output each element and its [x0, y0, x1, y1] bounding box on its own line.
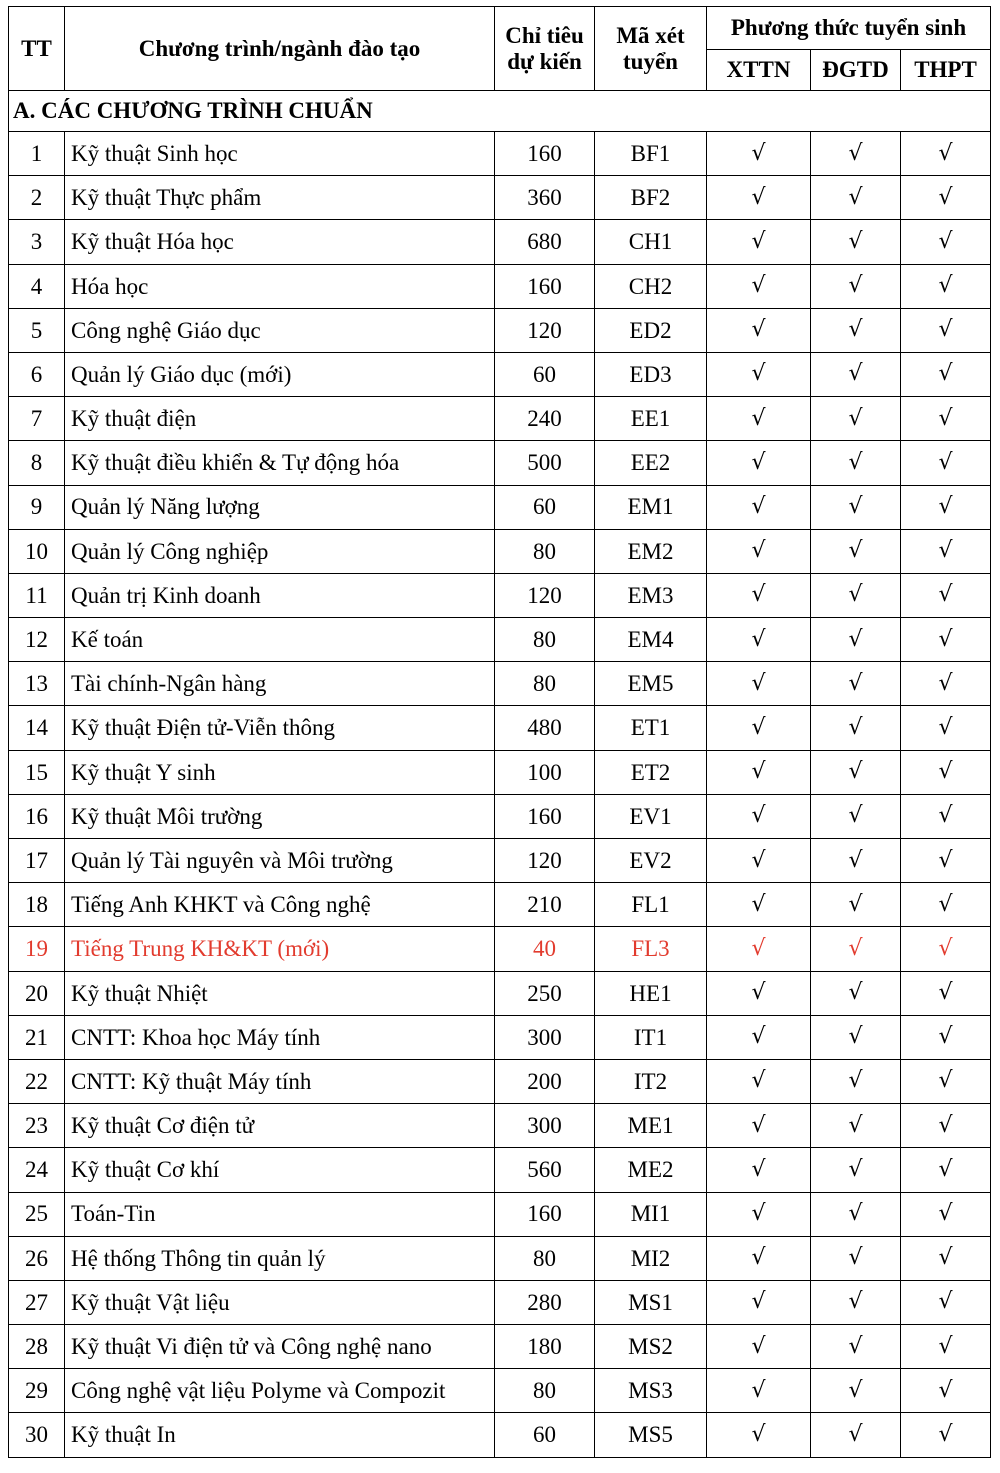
- row-xttn-check: √: [707, 1236, 811, 1280]
- row-xttn-check: √: [707, 441, 811, 485]
- row-xttn-check: √: [707, 839, 811, 883]
- row-xttn-check: √: [707, 1369, 811, 1413]
- row-program-name: Kỹ thuật điều khiển & Tự động hóa: [65, 441, 495, 485]
- table-row: [9, 573, 991, 617]
- table-row: [9, 839, 991, 883]
- table-row: [9, 1413, 991, 1457]
- row-dgtd-check: √: [811, 1015, 901, 1059]
- row-thpt-check: √: [901, 706, 991, 750]
- row-thpt-check: √: [901, 264, 991, 308]
- row-xttn-check: √: [707, 1192, 811, 1236]
- header-dgtd: ĐGTD: [811, 50, 901, 91]
- row-code: MS5: [595, 1413, 707, 1457]
- row-thpt-check: √: [901, 308, 991, 352]
- row-tt: 15: [9, 750, 65, 794]
- row-quota: 160: [495, 264, 595, 308]
- row-program-name: Kỹ thuật điện: [65, 397, 495, 441]
- row-dgtd-check: √: [811, 1059, 901, 1103]
- row-program-name: Hệ thống Thông tin quản lý: [65, 1236, 495, 1280]
- row-quota: 210: [495, 883, 595, 927]
- row-tt: 1: [9, 132, 65, 176]
- row-code: EV2: [595, 839, 707, 883]
- row-thpt-check: √: [901, 1413, 991, 1457]
- row-code: EM1: [595, 485, 707, 529]
- row-quota: 60: [495, 485, 595, 529]
- row-code: ET2: [595, 750, 707, 794]
- table-row: [9, 176, 991, 220]
- row-code: EE1: [595, 397, 707, 441]
- row-xttn-check: √: [707, 485, 811, 529]
- row-xttn-check: √: [707, 971, 811, 1015]
- row-program-name: CNTT: Khoa học Máy tính: [65, 1015, 495, 1059]
- row-xttn-check: √: [707, 750, 811, 794]
- table-row: [9, 1104, 991, 1148]
- table-row: [9, 1369, 991, 1413]
- table-row: [9, 220, 991, 264]
- table-row: [9, 794, 991, 838]
- row-dgtd-check: √: [811, 529, 901, 573]
- row-code: CH2: [595, 264, 707, 308]
- row-code: EM5: [595, 662, 707, 706]
- row-quota: 300: [495, 1104, 595, 1148]
- header-tt: TT: [9, 7, 65, 91]
- row-tt: 9: [9, 485, 65, 529]
- header-row: [9, 7, 991, 50]
- row-tt: 2: [9, 176, 65, 220]
- row-thpt-check: √: [901, 794, 991, 838]
- row-tt: 28: [9, 1325, 65, 1369]
- row-program-name: Kỹ thuật Vật liệu: [65, 1280, 495, 1324]
- row-tt: 24: [9, 1148, 65, 1192]
- row-dgtd-check: √: [811, 839, 901, 883]
- row-program-name: Kỹ thuật Sinh học: [65, 132, 495, 176]
- row-dgtd-check: √: [811, 927, 901, 971]
- row-quota: 80: [495, 529, 595, 573]
- row-program-name: Hóa học: [65, 264, 495, 308]
- row-xttn-check: √: [707, 794, 811, 838]
- row-thpt-check: √: [901, 1325, 991, 1369]
- row-quota: 680: [495, 220, 595, 264]
- row-quota: 40: [495, 927, 595, 971]
- row-program-name: Công nghệ Giáo dục: [65, 308, 495, 352]
- row-code: MS1: [595, 1280, 707, 1324]
- row-xttn-check: √: [707, 662, 811, 706]
- row-dgtd-check: √: [811, 264, 901, 308]
- row-tt: 18: [9, 883, 65, 927]
- row-dgtd-check: √: [811, 441, 901, 485]
- row-code: IT2: [595, 1059, 707, 1103]
- row-code: EE2: [595, 441, 707, 485]
- row-program-name: Quản trị Kinh doanh: [65, 573, 495, 617]
- row-xttn-check: √: [707, 1104, 811, 1148]
- row-thpt-check: √: [901, 662, 991, 706]
- row-code: BF2: [595, 176, 707, 220]
- row-thpt-check: √: [901, 1104, 991, 1148]
- row-quota: 80: [495, 618, 595, 662]
- row-dgtd-check: √: [811, 1325, 901, 1369]
- row-dgtd-check: √: [811, 706, 901, 750]
- row-tt: 22: [9, 1059, 65, 1103]
- row-xttn-check: √: [707, 264, 811, 308]
- row-tt: 29: [9, 1369, 65, 1413]
- row-program-name: Kỹ thuật Thực phẩm: [65, 176, 495, 220]
- admissions-table: [8, 6, 991, 1458]
- table-row: [9, 927, 991, 971]
- row-tt: 27: [9, 1280, 65, 1324]
- row-dgtd-check: √: [811, 352, 901, 396]
- section-row: [9, 91, 991, 132]
- row-program-name: Quản lý Tài nguyên và Môi trường: [65, 839, 495, 883]
- row-code: ME2: [595, 1148, 707, 1192]
- row-tt: 25: [9, 1192, 65, 1236]
- table-row: [9, 1148, 991, 1192]
- row-code: BF1: [595, 132, 707, 176]
- row-quota: 80: [495, 1369, 595, 1413]
- row-xttn-check: √: [707, 573, 811, 617]
- row-thpt-check: √: [901, 1192, 991, 1236]
- row-dgtd-check: √: [811, 176, 901, 220]
- row-dgtd-check: √: [811, 1104, 901, 1148]
- row-thpt-check: √: [901, 618, 991, 662]
- row-code: EM3: [595, 573, 707, 617]
- row-quota: 200: [495, 1059, 595, 1103]
- table-row: [9, 618, 991, 662]
- row-tt: 4: [9, 264, 65, 308]
- row-tt: 8: [9, 441, 65, 485]
- row-thpt-check: √: [901, 883, 991, 927]
- header-thpt: THPT: [901, 50, 991, 91]
- row-tt: 17: [9, 839, 65, 883]
- row-dgtd-check: √: [811, 1236, 901, 1280]
- row-thpt-check: √: [901, 1236, 991, 1280]
- row-tt: 7: [9, 397, 65, 441]
- row-quota: 250: [495, 971, 595, 1015]
- row-quota: 60: [495, 352, 595, 396]
- row-xttn-check: √: [707, 176, 811, 220]
- row-quota: 160: [495, 132, 595, 176]
- row-thpt-check: √: [901, 397, 991, 441]
- row-program-name: Quản lý Giáo dục (mới): [65, 352, 495, 396]
- row-code: MS2: [595, 1325, 707, 1369]
- row-code: EV1: [595, 794, 707, 838]
- table-row: [9, 750, 991, 794]
- row-code: CH1: [595, 220, 707, 264]
- row-xttn-check: √: [707, 308, 811, 352]
- header-quota-line2: dự kiến: [507, 48, 582, 74]
- row-quota: 120: [495, 839, 595, 883]
- row-code: FL3: [595, 927, 707, 971]
- row-thpt-check: √: [901, 1369, 991, 1413]
- row-thpt-check: √: [901, 1059, 991, 1103]
- row-xttn-check: √: [707, 529, 811, 573]
- row-dgtd-check: √: [811, 397, 901, 441]
- row-code: ED3: [595, 352, 707, 396]
- row-xttn-check: √: [707, 132, 811, 176]
- row-program-name: Kỹ thuật Y sinh: [65, 750, 495, 794]
- row-code: MI2: [595, 1236, 707, 1280]
- row-quota: 100: [495, 750, 595, 794]
- row-code: ME1: [595, 1104, 707, 1148]
- row-quota: 160: [495, 794, 595, 838]
- row-thpt-check: √: [901, 176, 991, 220]
- row-code: HE1: [595, 971, 707, 1015]
- row-thpt-check: √: [901, 971, 991, 1015]
- row-program-name: Kỹ thuật Vi điện tử và Công nghệ nano: [65, 1325, 495, 1369]
- row-quota: 360: [495, 176, 595, 220]
- row-xttn-check: √: [707, 883, 811, 927]
- table-row: [9, 971, 991, 1015]
- row-thpt-check: √: [901, 352, 991, 396]
- row-quota: 60: [495, 1413, 595, 1457]
- table-row: [9, 1325, 991, 1369]
- row-xttn-check: √: [707, 220, 811, 264]
- row-dgtd-check: √: [811, 618, 901, 662]
- row-tt: 5: [9, 308, 65, 352]
- row-code: IT1: [595, 1015, 707, 1059]
- row-program-name: Kế toán: [65, 618, 495, 662]
- row-program-name: Kỹ thuật Môi trường: [65, 794, 495, 838]
- table-row: [9, 1192, 991, 1236]
- row-tt: 16: [9, 794, 65, 838]
- row-thpt-check: √: [901, 927, 991, 971]
- row-quota: 160: [495, 1192, 595, 1236]
- row-tt: 21: [9, 1015, 65, 1059]
- header-xttn: XTTN: [707, 50, 811, 91]
- row-program-name: Kỹ thuật Hóa học: [65, 220, 495, 264]
- header-program: Chương trình/ngành đào tạo: [65, 7, 495, 91]
- row-xttn-check: √: [707, 1015, 811, 1059]
- row-tt: 30: [9, 1413, 65, 1457]
- row-xttn-check: √: [707, 397, 811, 441]
- row-xttn-check: √: [707, 1325, 811, 1369]
- row-quota: 240: [495, 397, 595, 441]
- row-dgtd-check: √: [811, 573, 901, 617]
- row-thpt-check: √: [901, 573, 991, 617]
- row-dgtd-check: √: [811, 308, 901, 352]
- row-thpt-check: √: [901, 1148, 991, 1192]
- table-row: [9, 1059, 991, 1103]
- row-thpt-check: √: [901, 1280, 991, 1324]
- row-dgtd-check: √: [811, 220, 901, 264]
- row-program-name: Kỹ thuật Cơ khí: [65, 1148, 495, 1192]
- table-row: [9, 706, 991, 750]
- row-xttn-check: √: [707, 1059, 811, 1103]
- row-code: ED2: [595, 308, 707, 352]
- row-code: MS3: [595, 1369, 707, 1413]
- row-thpt-check: √: [901, 441, 991, 485]
- row-quota: 500: [495, 441, 595, 485]
- row-dgtd-check: √: [811, 1280, 901, 1324]
- row-program-name: Kỹ thuật Cơ điện tử: [65, 1104, 495, 1148]
- row-quota: 120: [495, 308, 595, 352]
- row-thpt-check: √: [901, 750, 991, 794]
- table-row: [9, 397, 991, 441]
- table-row: [9, 883, 991, 927]
- row-quota: 80: [495, 662, 595, 706]
- table-row: [9, 1015, 991, 1059]
- row-program-name: Công nghệ vật liệu Polyme và Compozit: [65, 1369, 495, 1413]
- row-xttn-check: √: [707, 927, 811, 971]
- row-xttn-check: √: [707, 1280, 811, 1324]
- row-thpt-check: √: [901, 1015, 991, 1059]
- row-tt: 26: [9, 1236, 65, 1280]
- row-dgtd-check: √: [811, 1369, 901, 1413]
- row-program-name: Tiếng Trung KH&KT (mới): [65, 927, 495, 971]
- header-code-line2: tuyển: [623, 48, 678, 74]
- row-dgtd-check: √: [811, 971, 901, 1015]
- row-dgtd-check: √: [811, 1148, 901, 1192]
- row-tt: 13: [9, 662, 65, 706]
- row-tt: 3: [9, 220, 65, 264]
- header-code: [595, 7, 707, 91]
- row-program-name: Quản lý Năng lượng: [65, 485, 495, 529]
- row-code: EM4: [595, 618, 707, 662]
- row-xttn-check: √: [707, 1148, 811, 1192]
- row-dgtd-check: √: [811, 132, 901, 176]
- table-row: [9, 1280, 991, 1324]
- row-dgtd-check: √: [811, 662, 901, 706]
- row-tt: 10: [9, 529, 65, 573]
- row-code: EM2: [595, 529, 707, 573]
- row-program-name: Quản lý Công nghiệp: [65, 529, 495, 573]
- row-code: MI1: [595, 1192, 707, 1236]
- table-row: [9, 264, 991, 308]
- row-quota: 280: [495, 1280, 595, 1324]
- table-row: [9, 308, 991, 352]
- section-title: A. CÁC CHƯƠNG TRÌNH CHUẨN: [9, 91, 991, 132]
- row-quota: 180: [495, 1325, 595, 1369]
- row-xttn-check: √: [707, 706, 811, 750]
- row-xttn-check: √: [707, 618, 811, 662]
- row-thpt-check: √: [901, 839, 991, 883]
- row-tt: 20: [9, 971, 65, 1015]
- row-dgtd-check: √: [811, 485, 901, 529]
- row-program-name: Tiếng Anh KHKT và Công nghệ: [65, 883, 495, 927]
- admissions-table-container: [8, 6, 990, 1458]
- row-xttn-check: √: [707, 352, 811, 396]
- table-row: [9, 485, 991, 529]
- row-tt: 6: [9, 352, 65, 396]
- table-row: [9, 132, 991, 176]
- row-dgtd-check: √: [811, 1413, 901, 1457]
- row-program-name: CNTT: Kỹ thuật Máy tính: [65, 1059, 495, 1103]
- row-tt: 19: [9, 927, 65, 971]
- row-program-name: Tài chính-Ngân hàng: [65, 662, 495, 706]
- row-program-name: Kỹ thuật Nhiệt: [65, 971, 495, 1015]
- row-quota: 480: [495, 706, 595, 750]
- row-quota: 120: [495, 573, 595, 617]
- header-quota: [495, 7, 595, 91]
- row-tt: 12: [9, 618, 65, 662]
- row-thpt-check: √: [901, 132, 991, 176]
- table-row: [9, 529, 991, 573]
- row-program-name: Toán-Tin: [65, 1192, 495, 1236]
- table-row: [9, 441, 991, 485]
- row-quota: 80: [495, 1236, 595, 1280]
- row-program-name: Kỹ thuật In: [65, 1413, 495, 1457]
- row-quota: 560: [495, 1148, 595, 1192]
- row-thpt-check: √: [901, 220, 991, 264]
- header-quota-line1: Chỉ tiêu: [505, 23, 584, 49]
- table-row: [9, 352, 991, 396]
- row-dgtd-check: √: [811, 794, 901, 838]
- row-program-name: Kỹ thuật Điện tử-Viễn thông: [65, 706, 495, 750]
- row-dgtd-check: √: [811, 1192, 901, 1236]
- row-tt: 11: [9, 573, 65, 617]
- row-dgtd-check: √: [811, 883, 901, 927]
- row-thpt-check: √: [901, 529, 991, 573]
- header-code-line1: Mã xét: [616, 23, 685, 49]
- row-tt: 14: [9, 706, 65, 750]
- table-row: [9, 662, 991, 706]
- row-code: FL1: [595, 883, 707, 927]
- header-methods: Phương thức tuyển sinh: [707, 7, 991, 50]
- table-row: [9, 1236, 991, 1280]
- row-tt: 23: [9, 1104, 65, 1148]
- row-code: ET1: [595, 706, 707, 750]
- row-dgtd-check: √: [811, 750, 901, 794]
- row-quota: 300: [495, 1015, 595, 1059]
- row-thpt-check: √: [901, 485, 991, 529]
- row-xttn-check: √: [707, 1413, 811, 1457]
